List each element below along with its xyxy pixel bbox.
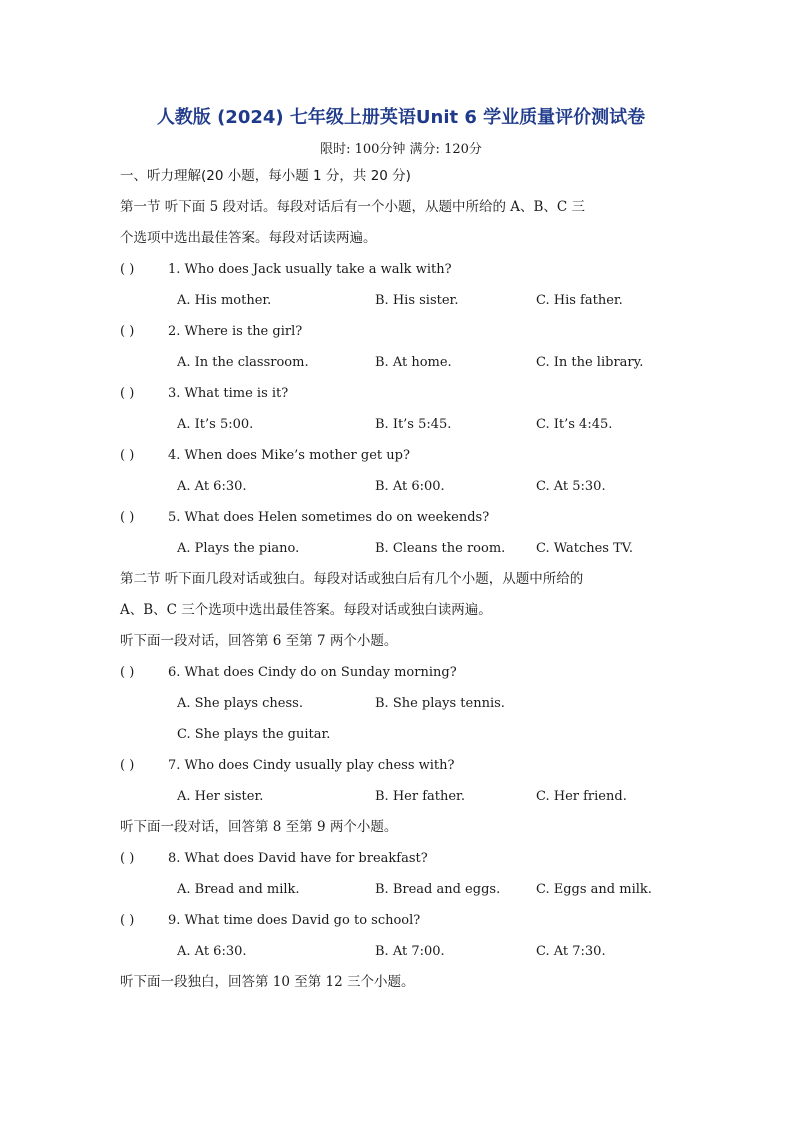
time-limit-score: 限时: 100分钟 满分: 120分 [320,142,482,157]
answer-blank[interactable]: ( ) [120,665,135,680]
question-stem: 9. What time does David go to school? [168,913,421,928]
answer-blank[interactable]: ( ) [120,262,135,277]
option-b: B. It’s 5:45. [375,417,452,432]
question-stem: 1. Who does Jack usually take a walk with? [168,262,452,277]
answer-blank[interactable]: ( ) [120,758,135,773]
question-stem: 5. What does Helen sometimes do on weekends? [168,510,490,525]
section-instruction: 个选项中选出最佳答案。每段对话读两遍。 [120,230,377,246]
question-stem: 6. What does Cindy do on Sunday morning? [168,665,457,680]
options-row [120,781,682,812]
option-a: A. At 6:30. [177,479,247,494]
section-instruction: 第一节 听下面 5 段对话。每段对话后有一个小题，从题中所给的 A、B、C 三 [120,199,586,215]
option-b: B. Cleans the room. [375,541,506,556]
option-a: A. His mother. [177,293,272,308]
answer-blank[interactable]: ( ) [120,913,135,928]
option-b: B. At 6:00. [375,479,445,494]
question [120,378,682,409]
option-b: B. Bread and eggs. [375,882,501,897]
answer-blank[interactable]: ( ) [120,386,135,401]
question [120,657,682,688]
question [120,316,682,347]
options-row [120,409,682,440]
question-stem: 3. What time is it? [168,386,289,401]
option-c: C. At 5:30. [536,479,606,494]
question [120,750,682,781]
question [120,843,682,874]
option-b: B. Her father. [375,789,465,804]
options-row [120,347,682,378]
option-b: B. At 7:00. [375,944,445,959]
section-instruction: A、B、C 三个选项中选出最佳答案。每段对话或独白读两遍。 [120,602,492,618]
options-row [120,285,682,316]
option-a: A. At 6:30. [177,944,247,959]
option-b: B. She plays tennis. [375,696,505,711]
group-instruction: 听下面一段独白，回答第 10 至第 12 三个小题。 [120,974,415,990]
options-row [120,874,682,905]
question [120,502,682,533]
option-b: B. His sister. [375,293,459,308]
part-heading: 一、听力理解(20 小题，每小题 1 分，共 20 分) [120,168,411,184]
option-a: A. Plays the piano. [177,541,300,556]
option-c: C. Eggs and milk. [536,882,652,897]
option-a: A. She plays chess. [177,696,303,711]
option-a: A. Her sister. [177,789,264,804]
group-instruction: 听下面一段对话，回答第 8 至第 9 两个小题。 [120,819,398,835]
question-stem: 7. Who does Cindy usually play chess with? [168,758,455,773]
option-c: C. His father. [536,293,623,308]
question [120,254,682,285]
options-row [120,688,682,719]
options-row [120,936,682,967]
option-a: A. It’s 5:00. [177,417,254,432]
section-instruction: 第二节 听下面几段对话或独白。每段对话或独白后有几个小题，从题中所给的 [120,571,584,587]
option-a: A. In the classroom. [177,355,309,370]
answer-blank[interactable]: ( ) [120,510,135,525]
answer-blank[interactable]: ( ) [120,324,135,339]
options-row [120,533,682,564]
option-a: A. Bread and milk. [177,882,300,897]
option-c: C. She plays the guitar. [177,727,331,742]
option-c: C. At 7:30. [536,944,606,959]
option-c: C. Her friend. [536,789,627,804]
question-stem: 8. What does David have for breakfast? [168,851,428,866]
group-instruction: 听下面一段对话，回答第 6 至第 7 两个小题。 [120,633,398,649]
question [120,905,682,936]
answer-blank[interactable]: ( ) [120,851,135,866]
answer-blank[interactable]: ( ) [120,448,135,463]
option-c: C. Watches TV. [536,541,634,556]
question [120,440,682,471]
question-stem: 4. When does Mike’s mother get up? [168,448,410,463]
option-c: C. In the library. [536,355,644,370]
option-c: C. It’s 4:45. [536,417,613,432]
options-row [120,719,682,750]
options-row [120,471,682,502]
page-title: 人教版 (2024) 七年级上册英语Unit 6 学业质量评价测试卷 [156,107,646,128]
option-b: B. At home. [375,355,452,370]
question-stem: 2. Where is the girl? [168,324,303,339]
